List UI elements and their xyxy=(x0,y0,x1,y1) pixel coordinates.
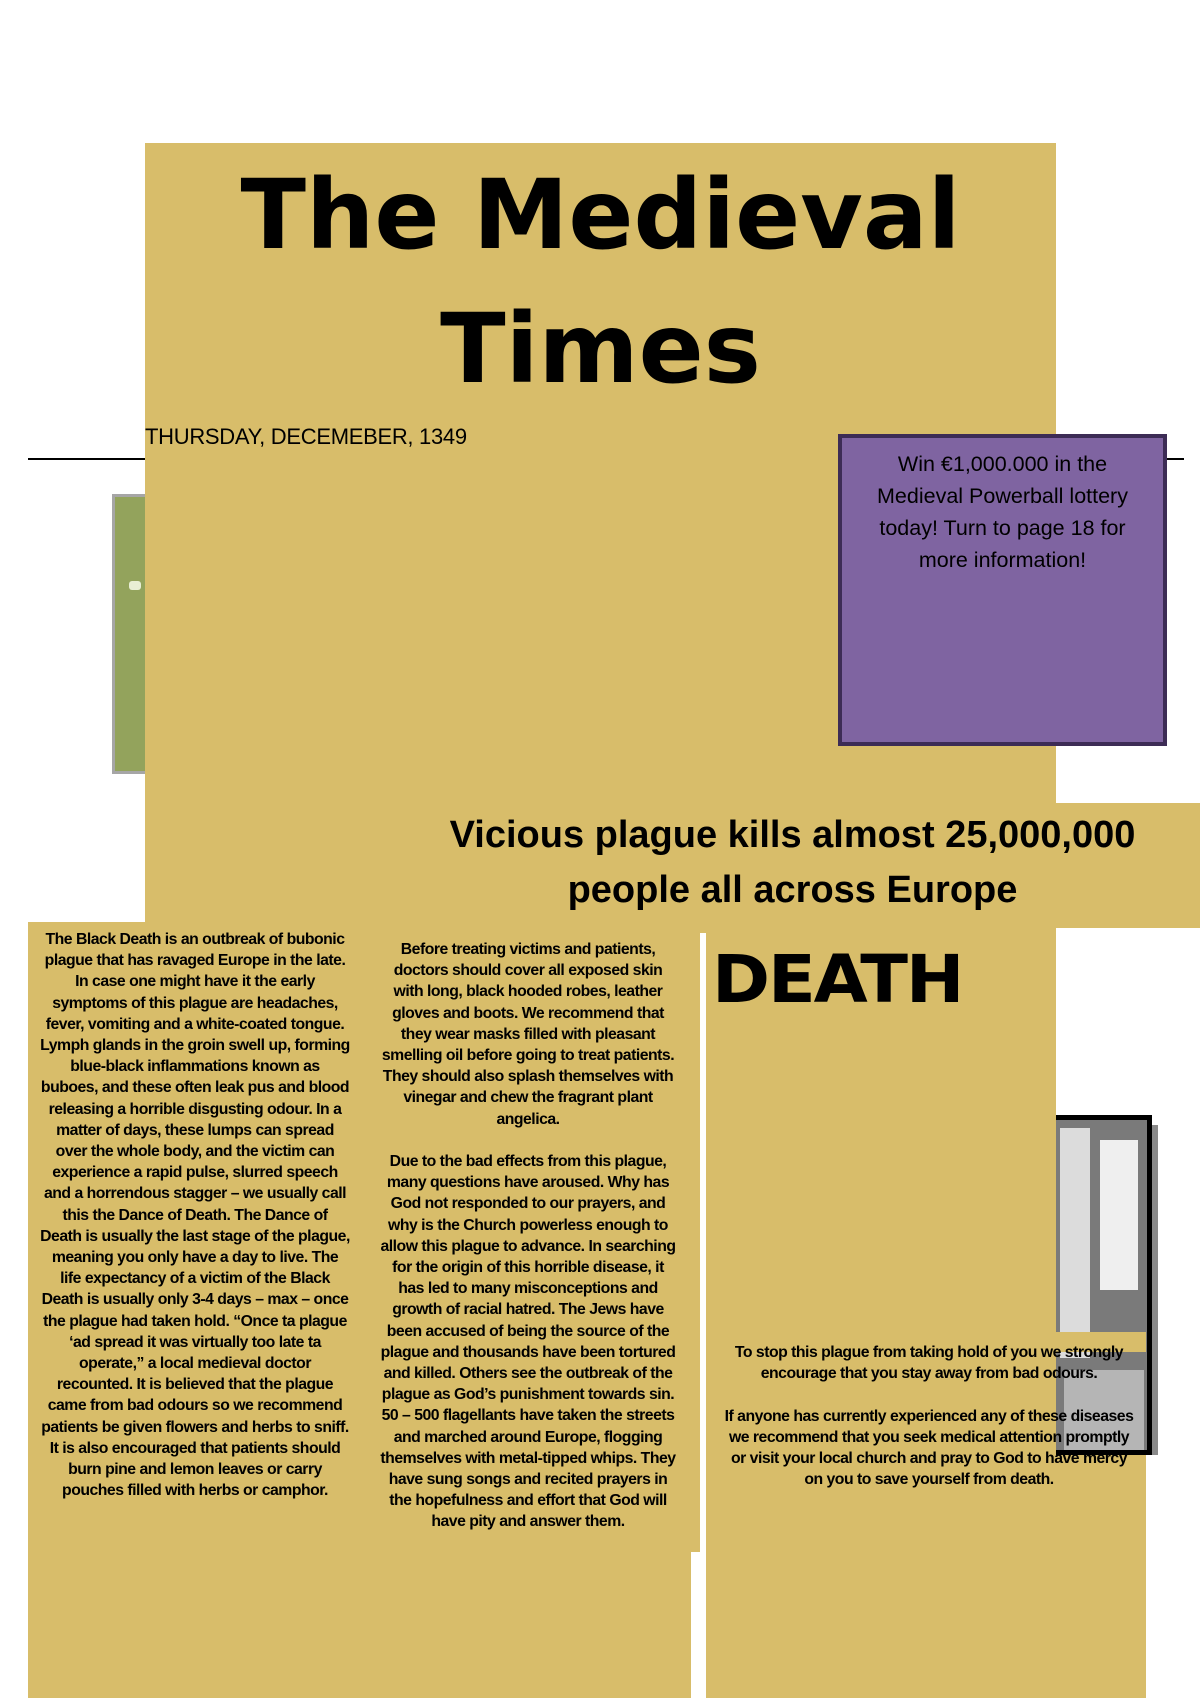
article-column-3-paragraph-1: To stop this plague from taking hold of you we strongly encourage that you stay away from bad odours. xyxy=(734,1344,1124,1383)
photo-detail xyxy=(1060,1128,1090,1358)
masthead-rule-left xyxy=(28,458,145,460)
death-heading: DEATH xyxy=(712,941,963,1018)
article-column-1 xyxy=(40,929,350,1501)
article-column-3 xyxy=(724,1342,1134,1490)
article-background-bottom xyxy=(28,1552,691,1698)
article-column-2 xyxy=(378,939,678,1533)
lottery-ad xyxy=(838,434,1167,746)
masthead-rule-right xyxy=(1166,458,1184,460)
lottery-ad-text: Win €1,000.000 in the Medieval Powerball lottery today! Turn to page 18 for more information! xyxy=(877,452,1128,572)
green-picture xyxy=(112,494,145,774)
issue-date: THURSDAY, DECEMEBER, 1349 xyxy=(145,424,467,449)
picture-highlight xyxy=(129,581,141,590)
newspaper-title: The Medieval Times xyxy=(240,159,961,405)
article-headline: Vicious plague kills almost 25,000,000 people all across Europe xyxy=(449,814,1136,911)
article-column-2-paragraph-2: Due to the bad effects from this plague, many questions have aroused. Why has God not responded to our prayers, and why is the Church powerless enough to allow this plague to advance. In searching for the origin of this horrible disease, it has led to many misconceptions and growth of racial hatred. The Jews have been accused of being the source of the plague and thousands have been tortured and killed. Others see the outbreak of the plague as God’s punishment towards sin. 50 – 500 flagellants have taken the streets and marched around Europe, flogging themselves with metal-tipped whips. They have sung songs and recited prayers in the hopefulness and effort that God will have pity and answer them. xyxy=(380,1153,676,1531)
photo-shadow xyxy=(1152,1125,1158,1455)
article-column-1-text: The Black Death is an outbreak of bubonic plague that has ravaged Europe in the late. In case one might have it the early symptoms of this plague are headaches, fever, vomiting and a white-coated tongue. Lymph glands in the groin swell up, forming blue-black inflammations known as buboes, and these often leak pus and blood releasing a horrible disgusting odour. In a matter of days, these lumps can spread over the whole body, and the victim can experience a rapid pulse, slurred speech and a horrendous stagger – we usually call this the Dance of Death. The Dance of Death is usually the last stage of the plague, meaning you only have a day to live. The life expectancy of a victim of the Black Death is usually only 3-4 days – max – once the plague had taken hold. “Once ta plague ‘ad spread it was virtually too late ta operate,” a local medieval doctor recounted. It is believed that the plague came from bad odours so we recommend patients be given flowers and herbs to sniff. It is also encouraged that patients should burn pine and lemon leaves or carry pouches filled with herbs or camphor. xyxy=(40,931,350,1500)
article-column-2-paragraph-1: Before treating victims and patients, doctors should cover all exposed skin with long, black hooded robes, leather gloves and boots. We recommend that they wear masks filled with pleasant smelling oil before going to treat patients. They should also splash themselves with vinegar and chew the fragrant plant angelica. xyxy=(381,941,675,1128)
photo-detail xyxy=(1100,1140,1138,1290)
article-column-3-paragraph-2: If anyone has currently experienced any of these diseases we recommend that you seek medical attention promptly or visit your local church and pray to God to have mercy on you to save yourself from death. xyxy=(724,1407,1134,1489)
